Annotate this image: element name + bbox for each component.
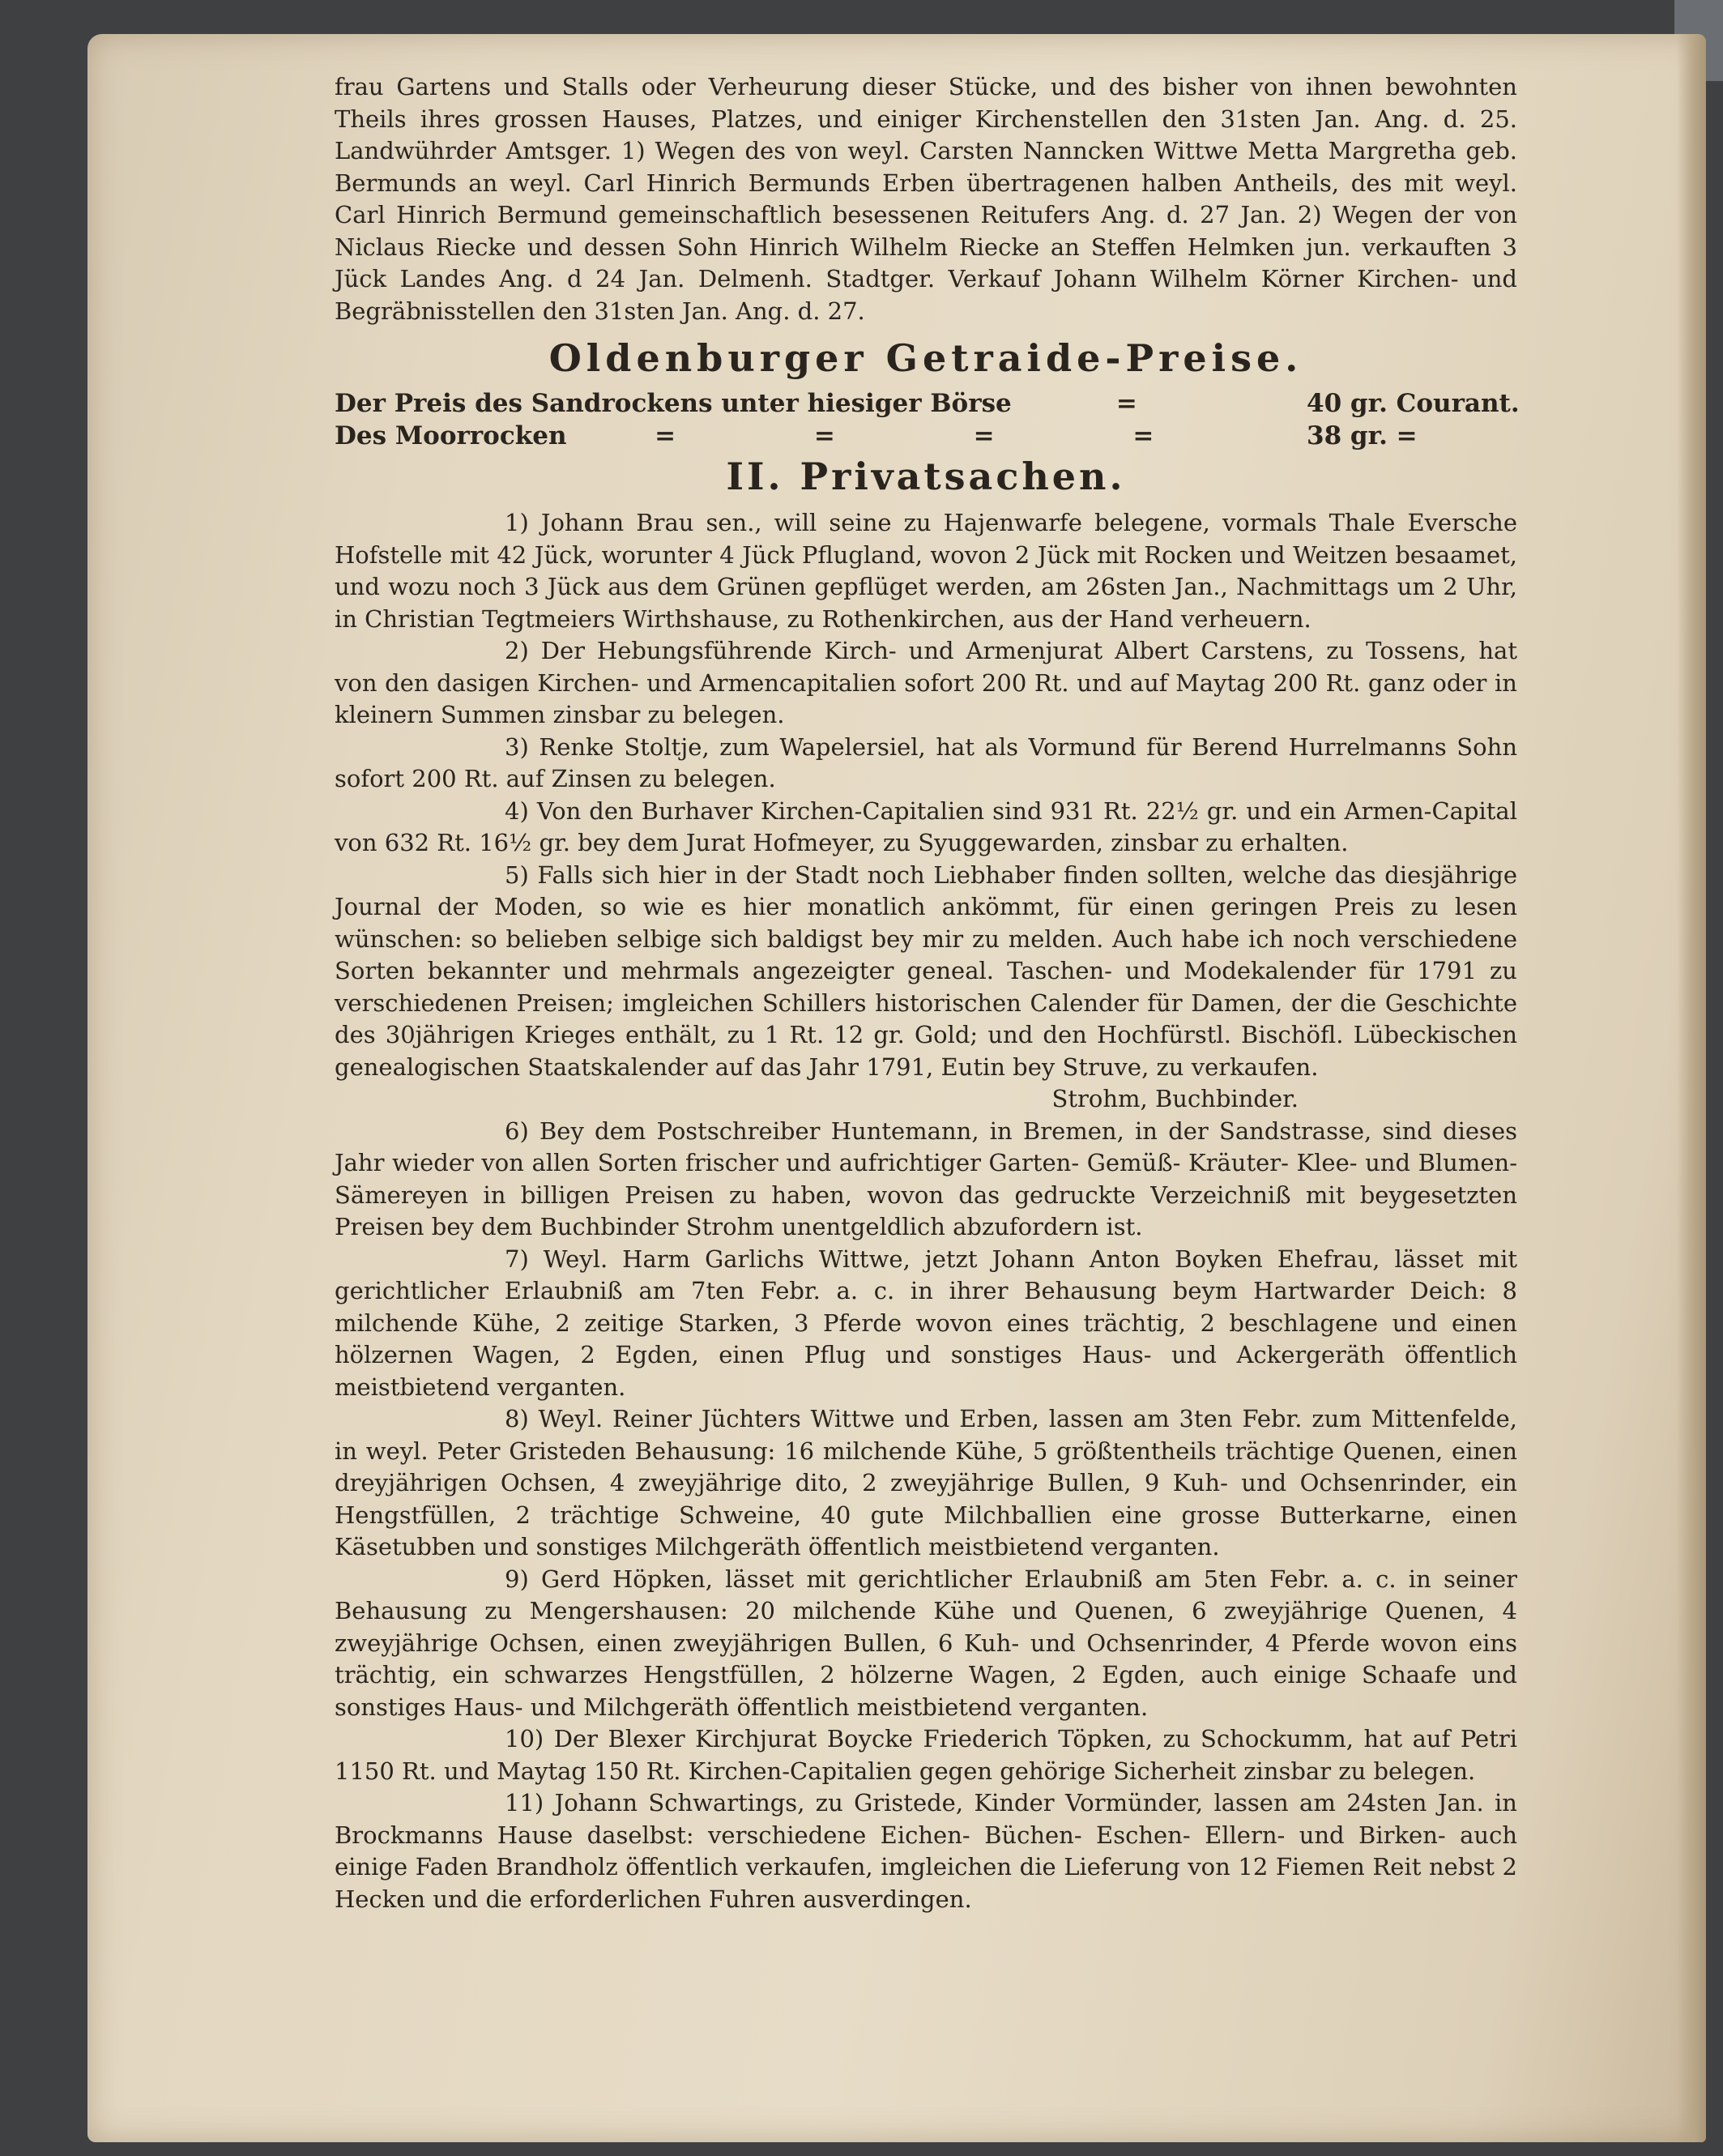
notice-item: 1) Johann Brau sen., will seine zu Hajenwarfe belegene, vormals Thale Eversche Hofstelle mit 42 Jück, worunter 4 Jück Pflugland, wovon 2 Jück mit Rocken und Weitzen besaamet, und wozu noch 3 Jück aus dem Grünen gepflüget werden, am 26sten Jan., Nachmittags um 2 Uhr, in Christian Tegtmeiers Wirthshause, zu Rothenkirchen, aus der Hand verheuern. bbox=[335, 509, 1517, 633]
notice-item: 11) Johann Schwartings, zu Gristede, Kinder Vormünder, lassen am 24sten Jan. in Brockmanns Hause daselbst: verschiedene Eichen- Büchen- Eschen- Ellern- und Birken- auch einige Faden Brandholz öffentlich verkaufen, imgleichen die Lieferung von 12 Fiemen Reit nebst 2 Hecken und die erforderlichen Fuhren ausverdingen. bbox=[335, 1789, 1517, 1913]
price-row-moorrocken bbox=[335, 420, 1517, 452]
page-text bbox=[335, 71, 1520, 1915]
notice-item: 2) Der Hebungsführende Kirch- und Armenjurat Albert Carstens, zu Tossens, hat von den dasigen Kirchen- und Armencapitalien sofort 200 Rt. und auf Maytag 200 Rt. ganz oder in kleinern Summen zinsbar zu belegen. bbox=[335, 637, 1517, 728]
signature: Strohm, Buchbinder. bbox=[1051, 1085, 1299, 1112]
price-value: 40 gr. Courant. bbox=[1307, 389, 1520, 418]
price-marks: = = = = bbox=[655, 421, 1219, 450]
price-marks: = bbox=[1115, 389, 1202, 418]
price-label: Des Moorrocken bbox=[335, 421, 567, 450]
notice-item: 7) Weyl. Harm Garlichs Wittwe, jetzt Johann Anton Boyken Ehefrau, lässet mit gerichtlicher Erlaubniß am 7ten Febr. a. c. in ihrer Behausung beym Hartwarder Deich: 8 milchende Kühe, 2 zeitige Starken, 3 Pferde wovon eines trächtig, 2 beschlagene und einen hölzernen Wagen, 2 Egden, einen Pflug und sonstiges Haus- und Ackergeräth öffentlich meistbietend verganten. bbox=[335, 1245, 1517, 1401]
price-row-sandrocken bbox=[335, 387, 1520, 420]
notice-item: 4) Von den Burhaver Kirchen-Capitalien sind 931 Rt. 22½ gr. und ein Armen-Capital von 632 Rt. 16½ gr. bey dem Jurat Hofmeyer, zu Syuggewarden, zinsbar zu erhalten. bbox=[335, 796, 1517, 856]
intro-paragraph: frau Gartens und Stalls oder Verheurung dieser Stücke, und des bisher von ihnen bewohnten Theils ihres grossen Hauses, Platzes, und einiger Kirchenstellen den 31sten Jan. Ang. d. 25. Landwührder Amtsger. 1) Wegen des von weyl. Carsten Nanncken Wittwe Metta Margretha geb. Bermunds an weyl. Carl Hinrich Bermunds Erben übertragenen halben Antheils, des mit weyl. Carl Hinrich Bermund gemeinschaftlich besessenen Reitufers Ang. d. 27 Jan. 2) Wegen der von Niclaus Riecke und dessen Sohn Hinrich Wilhelm Riecke an Steffen Helmken jun. verkauften 3 Jück Landes Ang. d 24 Jan. Delmenh. Stadtger. Verkauf Johann Wilhelm Körner Kirchen- und Begräbnisstellen den 31sten Jan. Ang. d. 27. bbox=[335, 73, 1517, 325]
notice-item: 3) Renke Stoltje, zum Wapelersiel, hat als Vormund für Berend Hurrelmanns Sohn sofort 200 Rt. auf Zinsen zu belegen. bbox=[335, 732, 1517, 792]
notice-item: 5) Falls sich hier in der Stadt noch Liebhaber finden sollten, welche das diesjährige Journal der Moden, so wie es hier monatlich ankömmt, für einen geringen Preis zu lesen wünschen: so belieben selbige sich baldigst bey mir zu melden. Auch habe ich noch verschiedene Sorten bekannter und mehrmals angezeigter geneal. Taschen- und Modekalender für 1791 zu verschiedenen Preisen; imgleichen Schillers historischen Calender für Damen, der die Geschichte des 30jährigen Krieges enthält, zu 1 Rt. 12 gr. Gold; und den Hochfürstl. Bischöfl. Lübeckischen genealogischen Staatskalender auf das Jahr 1791, Eutin bey Struve, zu verkaufen. bbox=[335, 860, 1517, 1081]
private-matters-heading: II. Privatsachen. bbox=[726, 455, 1126, 498]
notice-item: 8) Weyl. Reiner Jüchters Wittwe und Erben, lassen am 3ten Febr. zum Mittenfelde, in weyl. Peter Gristeden Behausung: 16 milchende Kühe, 5 größtentheils trächtige Quenen, einen dreyjährigen Ochsen, 4 zweyjährige dito, 2 zweyjährige Bullen, 9 Kuh- und Ochsenrinder, ein Hengstfüllen, 2 trächtige Schweine, 40 gute Milchballien eine grosse Butterkarne, einen Käsetubben und sonstiges Milchgeräth öffentlich meistbietend verganten. bbox=[335, 1405, 1517, 1560]
price-value: 38 gr. = bbox=[1307, 421, 1418, 450]
page-edge bbox=[1677, 34, 1706, 2142]
notice-item: 6) Bey dem Postschreiber Huntemann, in Bremen, in der Sandstrasse, sind dieses Jahr wieder von allen Sorten frischer und aufrichtiger Garten- Gemüß- Kräuter- Klee- und Blumen-Sämereyen in billigen Preisen zu haben, wovon das gedruckte Verzeichniß mit beygesetzten Preisen bey dem Buchbinder Strohm unentgeldlich abzufordern ist. bbox=[335, 1116, 1517, 1240]
price-label: Der Preis des Sandrockens unter hiesiger Börse bbox=[335, 389, 1012, 418]
notice-item: 9) Gerd Höpken, lässet mit gerichtlicher Erlaubniß am 5ten Febr. a. c. in seiner Behausung zu Mengershausen: 20 milchende Kühe und Quenen, 6 zweyjährige Quenen, 4 zweyjährige Ochsen, einen zweyjährigen Bullen, 6 Kuh- und Ochsenrinder, 4 Pferde wovon eins trächtig, ein schwarzes Hengstfüllen, 2 hölzerne Wagen, 2 Egden, auch einige Schaafe und sonstiges Haus- und Milchgeräth öffentlich meistbietend verganten. bbox=[335, 1565, 1517, 1721]
notice-item: 10) Der Blexer Kirchjurat Boycke Friederich Töpken, zu Schockumm, hat auf Petri 1150 Rt. und Maytag 150 Rt. Kirchen-Capitalien gegen gehörige Sicherheit zinsbar zu belegen. bbox=[335, 1725, 1517, 1785]
grain-prices-heading: Oldenburger Getraide-Preise. bbox=[548, 336, 1303, 380]
